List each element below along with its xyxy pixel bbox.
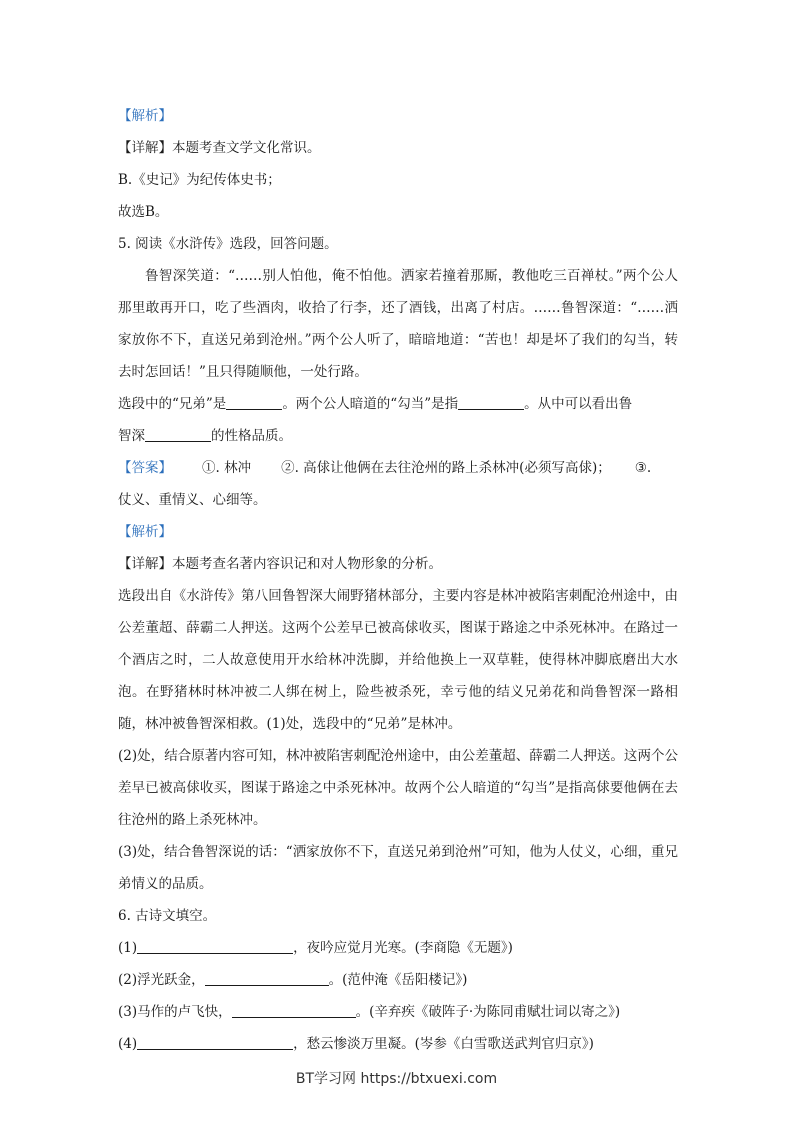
q5-question-part3: 。从中可以看出鲁 bbox=[524, 396, 633, 412]
q6-item-1-after: ，夜吟应觉月光寒。(李商隐《无题》) bbox=[293, 940, 513, 956]
q6-item-2-before: 浮光跃金， bbox=[137, 972, 205, 988]
q5-blank-1 bbox=[226, 391, 282, 410]
q5-answer-3-cont: 仗义、重情义、心细等。 bbox=[118, 492, 267, 508]
q6-item-4 bbox=[118, 1028, 678, 1060]
q6-item-3-before: 马作的卢飞快， bbox=[137, 1004, 232, 1020]
q5-answer-tag: 【答案】 bbox=[118, 460, 172, 476]
q5-para-2: (2)处，结合原著内容可知，林冲被陷害刺配沧州途中，由公差董超、薛霸二人押送。这两个公差早已被高俅收买，图谋于路途之中杀死林冲。故两个公人暗道的“勾当”是指高俅要他俩在去往沧州的路上杀死林冲。 bbox=[118, 748, 678, 828]
q6-item-1-num: (1) bbox=[118, 940, 138, 956]
q6-item-3 bbox=[118, 996, 678, 1028]
q6-item-3-blank bbox=[232, 999, 356, 1018]
q5-para-1: 选段出自《水浒传》第八回鲁智深大闹野猪林部分，主要内容是林冲被陷害刺配沧州途中，由公差董超、薛霸二人押送。这两个公差早已被高俅收买，图谋于路途之中杀死林冲。在路过一个酒店之时，二人故意使用开水给林冲洗脚，并给他换上一双草鞋，使得林冲脚底磨出大水泡。在野猪林时林冲被二人绑在树上，险些被杀死，幸亏他的结义兄弟花和尚鲁智深一路相随，林冲被鲁智深相救。(1)处，选段中的“兄弟”是林冲。 bbox=[118, 588, 678, 732]
q5-blank-2 bbox=[458, 391, 524, 410]
q5-answer-3: ③. bbox=[634, 460, 652, 476]
q5-detail: 【详解】本题考查名著内容识记和对人物形象的分析。 bbox=[118, 556, 442, 572]
q6-stem: 6. 古诗文填空。 bbox=[118, 908, 217, 924]
q5-answer-2: ②. 高俅让他俩在去往沧州的路上杀林冲(必须写高俅)； bbox=[281, 460, 611, 476]
q6-item-4-after: ，愁云惨淡万里凝。(岑参《白雪歌送武判官归京》) bbox=[293, 1036, 594, 1052]
q4-detail: 【详解】本题考查文学文化常识。 bbox=[118, 140, 321, 156]
q4-analysis-tag: 【解析】 bbox=[118, 108, 172, 124]
q5-question-part1: 选段中的“兄弟”是 bbox=[118, 396, 227, 412]
q6-item-2-blank bbox=[205, 967, 329, 986]
q6-item-3-num: (3) bbox=[118, 1004, 138, 1020]
document-body bbox=[118, 100, 678, 1060]
q6-item-4-blank bbox=[137, 1031, 293, 1050]
q6-item-2 bbox=[118, 964, 678, 996]
q6-item-1 bbox=[118, 932, 678, 964]
q5-passage: 鲁智深笑道：“……别人怕他，俺不怕他。洒家若撞着那厮，教他吃三百禅杖。”两个公人那里敢再开口，吃了些酒肉，收拾了行李，还了酒钱，出离了村店。……鲁智深道：“……洒家放你不下，直送兄弟到沧州。”两个公人听了，暗暗地道：“苦也！却是坏了我们的勾当，转去时怎回话！”且只得随顺他，一处行路。 bbox=[118, 268, 678, 380]
q5-answer bbox=[118, 452, 678, 516]
q6-item-4-num: (4) bbox=[118, 1036, 138, 1052]
q6-item-2-after: 。(范仲淹《岳阳楼记》) bbox=[328, 972, 468, 988]
q6-item-3-after: 。(辛弃疾《破阵子·为陈同甫赋壮词以寄之》) bbox=[355, 1004, 621, 1020]
q5-question-part4: 智深 bbox=[118, 428, 145, 444]
q4-line-1: B.《史记》为纪传体史书； bbox=[118, 172, 281, 188]
page-footer: BT学习网 https://btxuexi.com bbox=[295, 1071, 498, 1087]
q6-item-1-blank bbox=[137, 935, 293, 954]
q5-question-part5: 的性格品质。 bbox=[211, 428, 292, 444]
q6-item-2-num: (2) bbox=[118, 972, 138, 988]
q5-answer-1: ①. 林冲 bbox=[202, 460, 252, 476]
q4-line-2: 故选B。 bbox=[118, 204, 169, 220]
q5-para-3: (3)处，结合鲁智深说的话：“洒家放你不下，直送兄弟到沧州”可知，他为人仗义，心细，重兄弟情义的品质。 bbox=[118, 844, 678, 892]
q5-question-part2: 。两个公人暗道的“勾当”是指 bbox=[282, 396, 459, 412]
q5-stem: 5. 阅读《水浒传》选段，回答问题。 bbox=[118, 236, 338, 252]
q5-analysis-tag: 【解析】 bbox=[118, 524, 172, 540]
q5-blank-3 bbox=[145, 423, 211, 442]
q5-question bbox=[118, 388, 678, 452]
